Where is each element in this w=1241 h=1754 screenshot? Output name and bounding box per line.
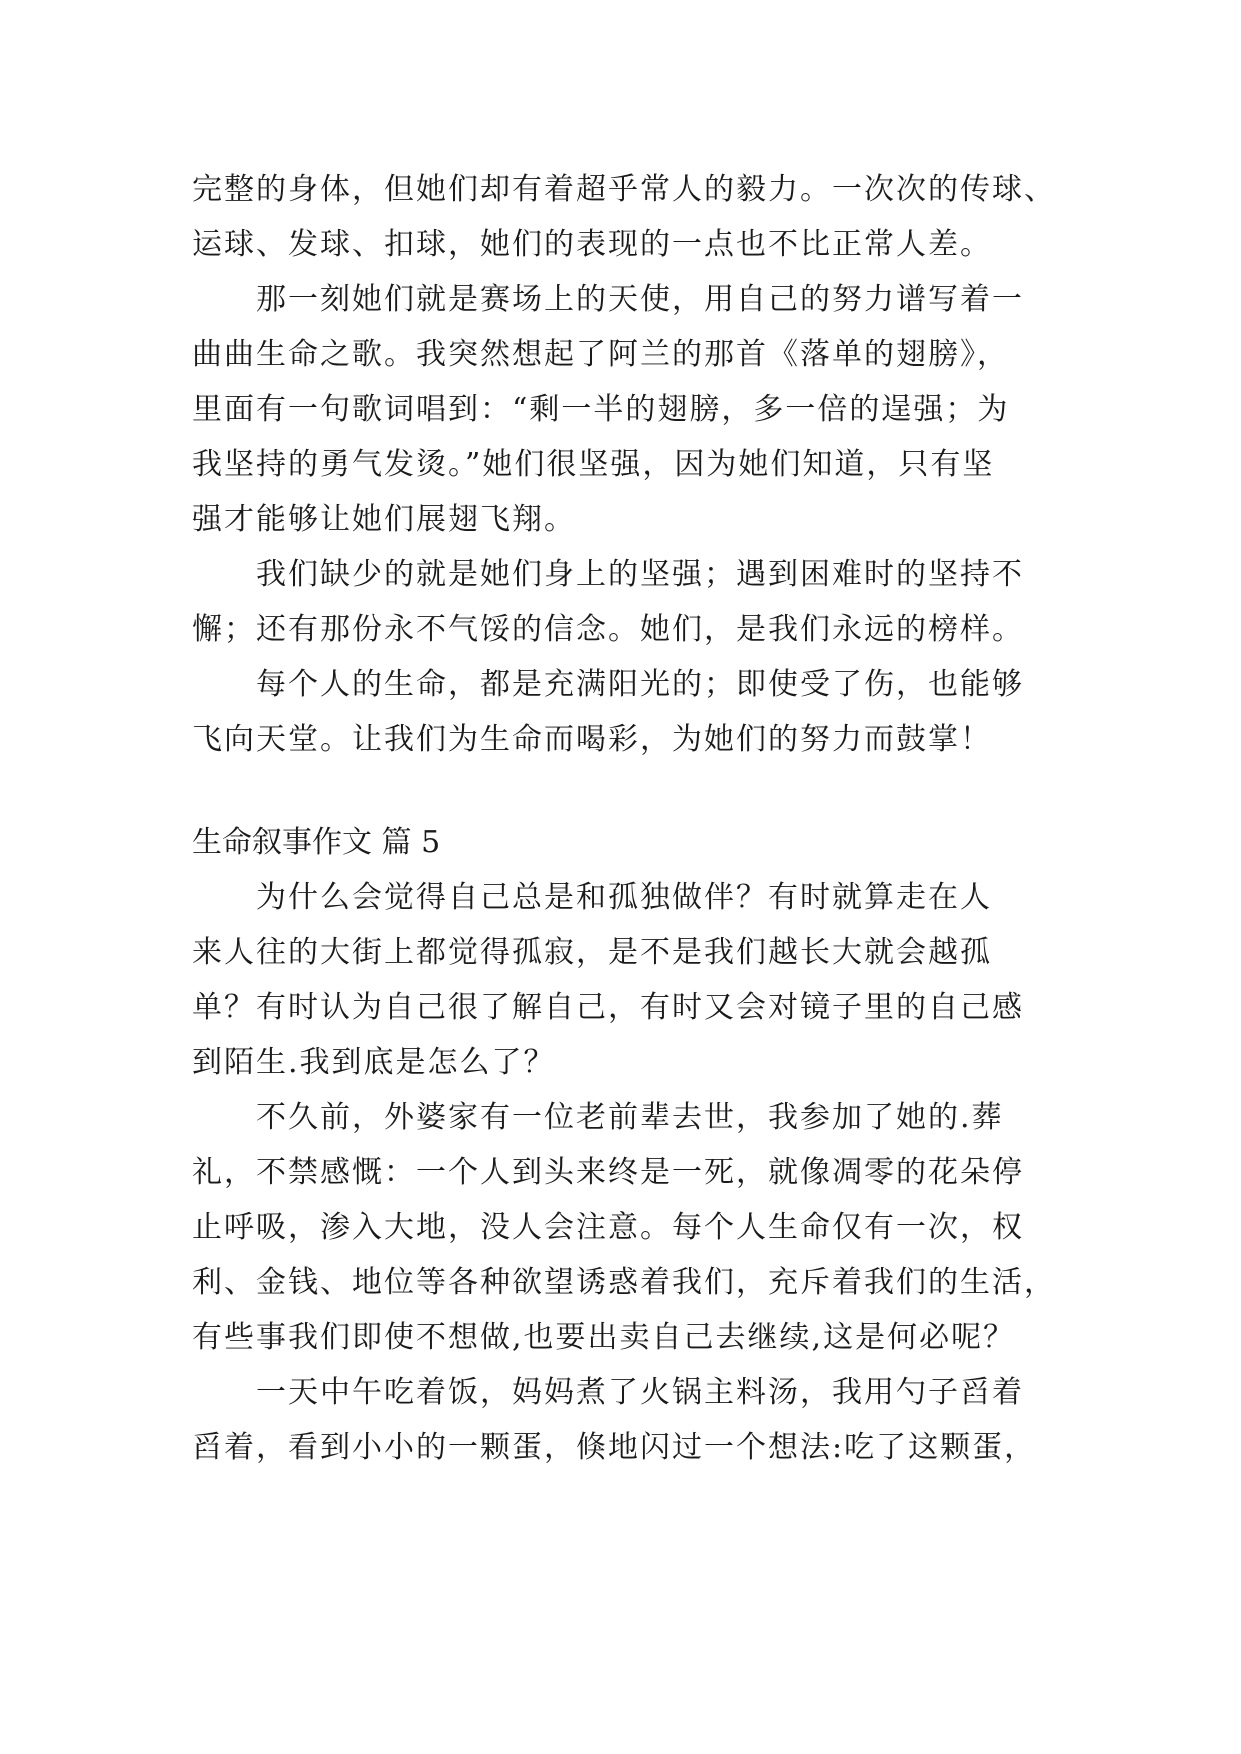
text-line: 运球、发球、扣球，她们的表现的一点也不比正常人差。 (192, 227, 992, 262)
text-line: 我们缺少的就是她们身上的坚强；遇到困难时的坚持不 (192, 557, 1024, 592)
text-line: 舀着，看到小小的一颗蛋，倏地闪过一个想法:吃了这颗蛋， (192, 1430, 1037, 1465)
text-line: 里面有一句歌词唱到：“剩一半的翅膀，多一倍的逞强；为 (192, 392, 1010, 427)
text-line: 止呼吸，渗入大地，没人会注意。每个人生命仅有一次，权 (192, 1210, 1024, 1245)
text-line: 每个人的生命，都是充满阳光的；即使受了伤，也能够 (192, 667, 1024, 702)
text-line: 单？有时认为自己很了解自己，有时又会对镜子里的自己感 (192, 990, 1024, 1025)
text-line: 那一刻她们就是赛场上的天使，用自己的努力谱写着一 (192, 282, 1024, 317)
text-line: 礼，不禁感慨：一个人到头来终是一死，就像凋零的花朵停 (192, 1155, 1024, 1190)
text-line: 利、金钱、地位等各种欲望诱惑着我们，充斥着我们的生活， (192, 1265, 1056, 1300)
text-line: 我坚持的勇气发烫。”她们很坚强，因为她们知道，只有坚 (192, 447, 995, 482)
text-line: 不久前，外婆家有一位老前辈去世，我参加了她的.葬 (192, 1100, 1004, 1135)
text-line: 飞向天堂。让我们为生命而喝彩，为她们的努力而鼓掌！ (192, 722, 992, 757)
text-line: 曲曲生命之歌。我突然想起了阿兰的那首《落单的翅膀》， (192, 337, 1009, 372)
essay-body (192, 162, 1092, 1475)
section-spacer (192, 767, 1092, 815)
text-line: 一天中午吃着饭，妈妈煮了火锅主料汤，我用勺子舀着 (192, 1375, 1024, 1410)
text-line: 强才能够让她们展翅飞翔。 (192, 502, 576, 537)
text-line: 为什么会觉得自己总是和孤独做伴？有时就算走在人 (192, 880, 992, 915)
text-line: 完整的身体，但她们却有着超乎常人的毅力。一次次的传球、 (192, 172, 1056, 207)
text-line: 懈；还有那份永不气馁的信念。她们，是我们永远的榜样。 (192, 612, 1024, 647)
text-line: 到陌生.我到底是怎么了？ (192, 1045, 556, 1080)
text-line: 有些事我们即使不想做,也要出卖自己去继续,这是何必呢？ (192, 1320, 1016, 1355)
section-heading: 生命叙事作文 篇 5 (192, 825, 441, 860)
text-line: 来人往的大街上都觉得孤寂，是不是我们越长大就会越孤 (192, 935, 992, 970)
